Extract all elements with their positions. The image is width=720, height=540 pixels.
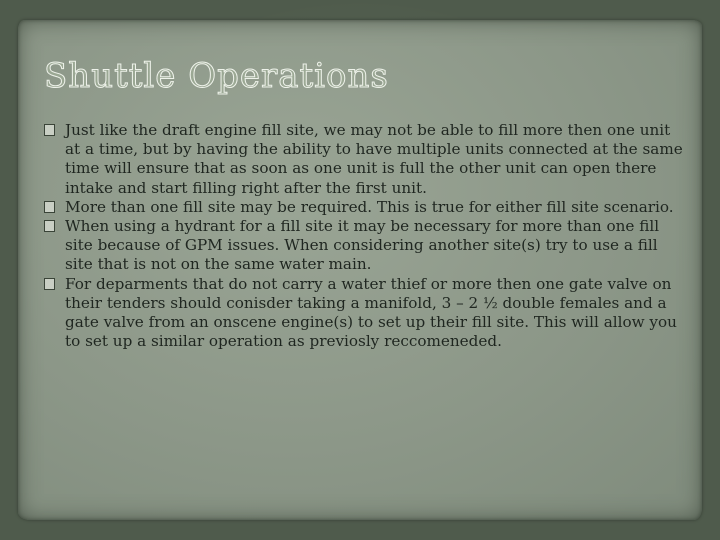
bullet-item bbox=[44, 121, 686, 198]
square-bullet-icon bbox=[44, 201, 55, 213]
bullet-text: Just like the draft engine fill site, we may not be able to fill more then one unit at a time, but by having the ability to have multiple units connected at the same time will ensure that as soon as one unit is full the other unit can open there intake and start filling right after the first unit. bbox=[65, 121, 683, 197]
bullet-item bbox=[44, 217, 686, 275]
slide-title: Shuttle Operations bbox=[44, 56, 389, 96]
bullet-item bbox=[44, 275, 686, 352]
square-bullet-icon bbox=[44, 124, 55, 136]
bullet-item bbox=[44, 198, 686, 217]
bullet-text: More than one fill site may be required. This is true for either fill site scenario. bbox=[65, 197, 674, 216]
bullet-text: When using a hydrant for a fill site it may be necessary for more than one fill site because of GPM issues. When considering another site(s) try to use a fill site that is not on the same water main. bbox=[65, 217, 660, 274]
square-bullet-icon bbox=[44, 278, 55, 290]
bullet-list bbox=[44, 121, 686, 351]
square-bullet-icon bbox=[44, 220, 55, 232]
bullet-text: For deparments that do not carry a water thief or more then one gate valve on their tenders should conisder taking a manifold, 3 – 2 ½ double females and a gate valve from an onscene engine(s) to set up their fill site. This will allow you to set up a similar operation as previosly reccomeneded. bbox=[65, 274, 677, 351]
